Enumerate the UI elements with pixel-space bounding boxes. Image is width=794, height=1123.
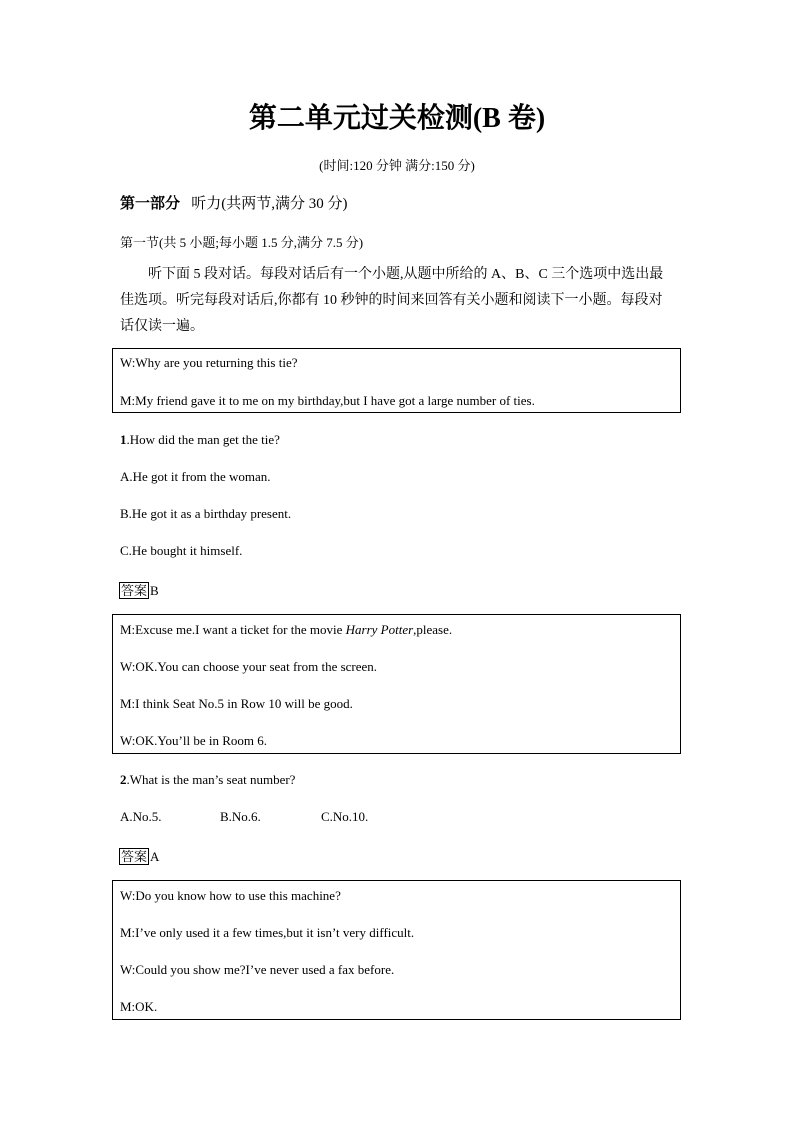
dialog-box-1: [112, 348, 681, 413]
answer-value: A: [150, 849, 160, 864]
dialog-line: W:OK.You’ll be in Room 6.: [120, 733, 267, 748]
dialog-text: M:Excuse me.I want a ticket for the movie: [120, 622, 346, 637]
dialog-line: W:OK.You can choose your seat from the screen.: [120, 659, 378, 674]
part-heading: [120, 192, 348, 213]
dialog-line: [120, 622, 452, 638]
option-a: A.No.5.: [120, 809, 162, 824]
answer-1: [119, 580, 159, 599]
dialog-line: W:Why are you returning this tie?: [120, 355, 298, 370]
movie-title: Harry Potter: [345, 622, 414, 637]
instructions-text: 听下面 5 段对话。每段对话后有一个小题,从题中所给的 A、B、C 三个选项中选出最佳选项。听完每段对话后,你都有 10 秒钟的时间来回答有关小题和阅读下一小题。每段对话仅读一遍。: [120, 267, 664, 334]
option-b: B.No.6.: [220, 809, 261, 824]
question-number: 1: [120, 432, 127, 447]
option-c: C.No.10.: [321, 809, 369, 824]
question-number: 2: [120, 772, 127, 787]
dialog-line: M:I think Seat No.5 in Row 10 will be good.: [120, 696, 353, 711]
dialog-line: W:Could you show me?I’ve never used a fax before.: [120, 962, 395, 977]
part-name: 听力(共两节,满分 30 分): [191, 196, 348, 212]
section-heading: 第一节(共 5 小题;每小题 1.5 分,满分 7.5 分): [120, 235, 364, 250]
answer-value: B: [150, 583, 159, 598]
dialog-box-3: [112, 880, 681, 1020]
part-label: 第一部分: [120, 196, 181, 212]
question-2: [120, 772, 295, 788]
dialog-box-2: [112, 614, 681, 754]
dialog-line: W:Do you know how to use this machine?: [120, 888, 341, 903]
answer-tag: 答案: [121, 583, 148, 598]
dialog-line: M:OK.: [120, 999, 158, 1014]
page-title: 第二单元过关检测(B 卷): [248, 103, 546, 134]
question-text: .How did the man get the tie?: [126, 432, 280, 447]
answer-2: [119, 846, 159, 865]
dialog-line: M:I’ve only used it a few times,but it isn’t very difficult.: [120, 925, 415, 940]
option-b: B.He got it as a birthday present.: [120, 506, 292, 521]
answer-tag: 答案: [121, 849, 148, 864]
question-text: .What is the man’s seat number?: [126, 772, 296, 787]
exam-info: (时间:120 分钟 满分:150 分): [319, 158, 475, 173]
option-c: C.He bought it himself.: [120, 543, 243, 558]
option-a: A.He got it from the woman.: [120, 469, 271, 484]
instructions: [120, 262, 670, 340]
dialog-line: M:My friend gave it to me on my birthday,but I have got a large number of ties.: [120, 393, 535, 408]
dialog-text: ,please.: [413, 622, 453, 637]
question-1: [120, 432, 280, 448]
